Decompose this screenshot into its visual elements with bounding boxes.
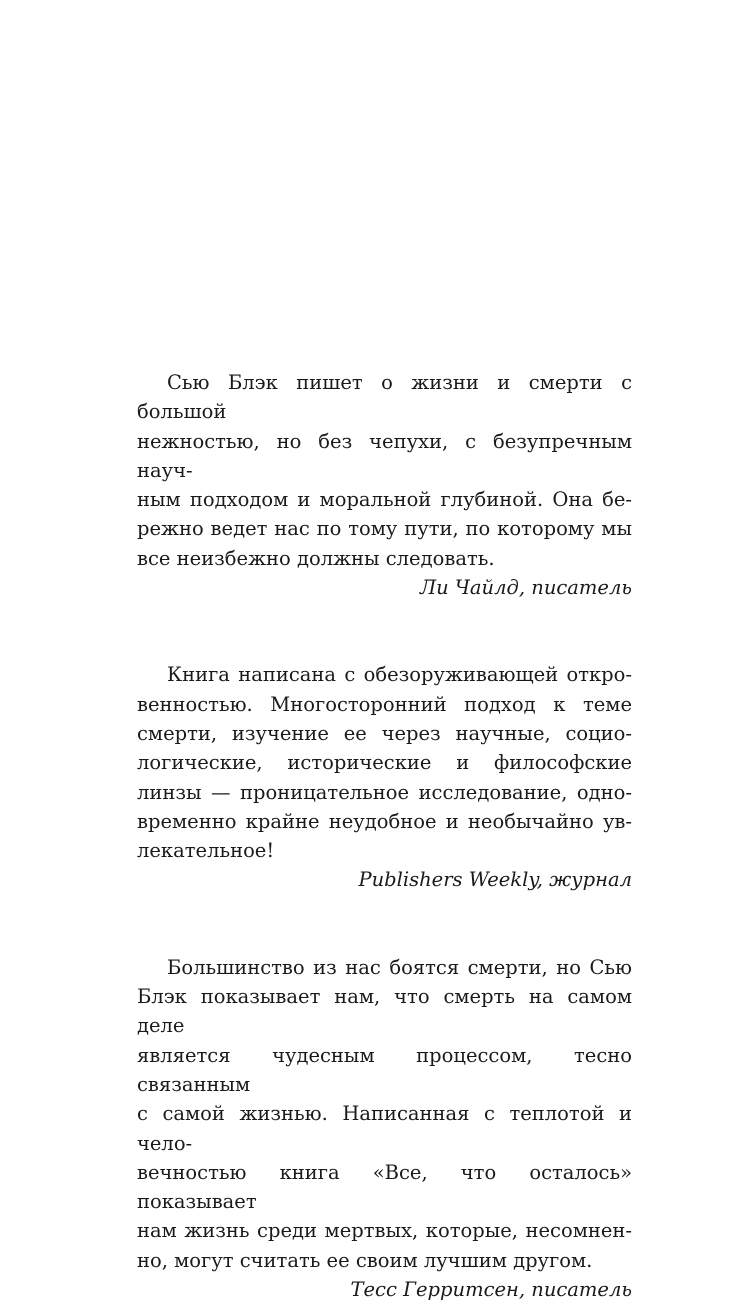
text-line: нам жизнь среди мертвых, которые, несомнен- bbox=[137, 1219, 632, 1243]
blurb-attribution: Publishers Weekly, журнал bbox=[358, 868, 632, 892]
spacer bbox=[137, 895, 632, 953]
text-line: вечностью книга «Все, что осталось» показывает bbox=[137, 1160, 632, 1214]
text-line: но, могут считать ее своим лучшим другом. bbox=[137, 1248, 593, 1272]
blurb-lee-child bbox=[137, 368, 632, 602]
text-line: является чудесным процессом, тесно связанным bbox=[137, 1043, 632, 1096]
blurb-publishers-weekly bbox=[137, 660, 632, 894]
text-line: линзы — проницательное исследование, одно- bbox=[137, 780, 632, 804]
text-line: венностью. Многосторонний подход к теме bbox=[137, 692, 632, 716]
text-line: Блэк показывает нам, что смерть на самом деле bbox=[137, 985, 632, 1038]
text-line: Книга написана с обезоруживающей откро- bbox=[167, 663, 632, 687]
text-line: смерти, изучение ее через научные, социо- bbox=[137, 721, 632, 745]
spacer bbox=[137, 602, 632, 660]
text-line: режно ведет нас по тому пути, по которому мы bbox=[137, 517, 632, 541]
text-line: с самой жизнью. Написанная с теплотой и чело- bbox=[137, 1102, 632, 1155]
text-line: Сью Блэк пишет о жизни и смерти с большой bbox=[137, 371, 632, 424]
text-line: ным подходом и моральной глубиной. Она бе- bbox=[137, 488, 632, 512]
text-line: лекательное! bbox=[137, 839, 275, 863]
page-content bbox=[137, 368, 632, 1304]
blurb-text bbox=[137, 660, 632, 865]
blurb-text bbox=[137, 368, 632, 573]
blurb-tess-gerritsen bbox=[137, 953, 632, 1304]
text-line: логические, исторические и философские bbox=[137, 751, 632, 775]
blurb-attribution: Тесс Герритсен, писатель bbox=[350, 1278, 632, 1302]
blurb-attribution: Ли Чайлд, писатель bbox=[419, 576, 632, 600]
blurb-text bbox=[137, 953, 632, 1275]
text-line: нежностью, но без чепухи, с безупречным науч- bbox=[137, 429, 632, 482]
text-line: Большинство из нас боятся смерти, но Сью bbox=[167, 955, 632, 979]
text-line: все неизбежно должны следовать. bbox=[137, 546, 495, 570]
text-line: временно крайне неудобное и необычайно ув- bbox=[137, 809, 632, 833]
